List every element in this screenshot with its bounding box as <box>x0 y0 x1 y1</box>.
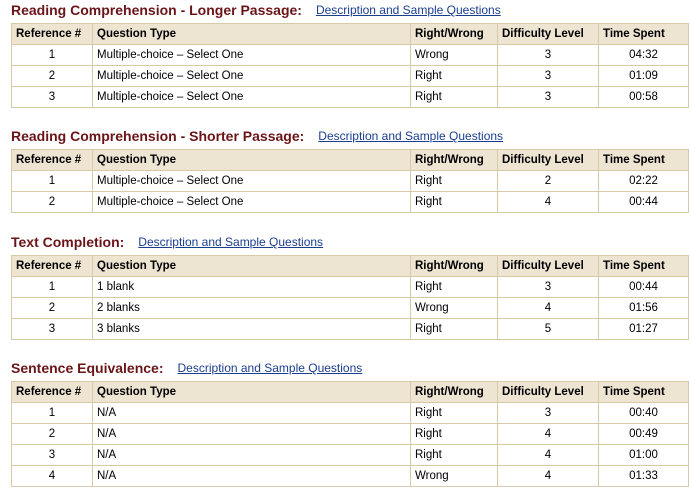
cell-question-type: Multiple-choice – Select One <box>93 192 411 213</box>
table-header-row <box>12 382 689 403</box>
column-header-difficulty: Difficulty Level <box>498 382 599 403</box>
column-header-difficulty: Difficulty Level <box>498 24 599 45</box>
column-header-time-spent: Time Spent <box>599 24 689 45</box>
cell-time-spent: 04:32 <box>599 45 689 66</box>
table-row <box>12 277 689 298</box>
section-header <box>11 0 688 20</box>
cell-reference: 3 <box>12 87 93 108</box>
section-title: Sentence Equivalence: <box>11 360 164 376</box>
section-reading-shorter <box>11 126 688 213</box>
table-row <box>12 298 689 319</box>
cell-right-wrong: Right <box>411 66 498 87</box>
table-row <box>12 66 689 87</box>
cell-time-spent: 00:44 <box>599 192 689 213</box>
cell-right-wrong: Right <box>411 403 498 424</box>
cell-right-wrong: Wrong <box>411 298 498 319</box>
column-header-time-spent: Time Spent <box>599 256 689 277</box>
cell-difficulty: 4 <box>498 298 599 319</box>
table-row <box>12 319 689 340</box>
cell-difficulty: 3 <box>498 403 599 424</box>
cell-difficulty: 3 <box>498 87 599 108</box>
column-header-time-spent: Time Spent <box>599 382 689 403</box>
cell-time-spent: 01:56 <box>599 298 689 319</box>
cell-right-wrong: Right <box>411 87 498 108</box>
cell-right-wrong: Right <box>411 277 498 298</box>
results-table <box>11 255 689 340</box>
table-row <box>12 424 689 445</box>
table-header-row <box>12 150 689 171</box>
cell-time-spent: 01:27 <box>599 319 689 340</box>
table-header-row <box>12 24 689 45</box>
column-header-question-type: Question Type <box>93 256 411 277</box>
description-sample-questions-link[interactable]: Description and Sample Questions <box>138 235 324 249</box>
table-row <box>12 45 689 66</box>
cell-time-spent: 01:33 <box>599 466 689 487</box>
cell-question-type: N/A <box>93 466 411 487</box>
cell-difficulty: 5 <box>498 319 599 340</box>
cell-question-type: Multiple-choice – Select One <box>93 171 411 192</box>
column-header-difficulty: Difficulty Level <box>498 256 599 277</box>
cell-reference: 2 <box>12 66 93 87</box>
cell-right-wrong: Right <box>411 192 498 213</box>
section-text-completion <box>11 232 688 340</box>
cell-time-spent: 00:44 <box>599 277 689 298</box>
table-row <box>12 171 689 192</box>
cell-right-wrong: Wrong <box>411 45 498 66</box>
description-sample-questions-link[interactable]: Description and Sample Questions <box>177 361 363 375</box>
cell-difficulty: 4 <box>498 466 599 487</box>
table-row <box>12 466 689 487</box>
cell-right-wrong: Right <box>411 319 498 340</box>
cell-question-type: N/A <box>93 424 411 445</box>
cell-right-wrong: Right <box>411 424 498 445</box>
column-header-right-wrong: Right/Wrong <box>411 382 498 403</box>
cell-right-wrong: Right <box>411 171 498 192</box>
column-header-right-wrong: Right/Wrong <box>411 256 498 277</box>
column-header-right-wrong: Right/Wrong <box>411 150 498 171</box>
cell-difficulty: 3 <box>498 277 599 298</box>
cell-reference: 1 <box>12 45 93 66</box>
section-reading-longer <box>11 0 688 108</box>
column-header-difficulty: Difficulty Level <box>498 150 599 171</box>
cell-time-spent: 02:22 <box>599 171 689 192</box>
cell-question-type: N/A <box>93 403 411 424</box>
column-header-reference: Reference # <box>12 256 93 277</box>
cell-reference: 2 <box>12 192 93 213</box>
description-sample-questions-link[interactable]: Description and Sample Questions <box>318 129 504 143</box>
section-sentence-equivalence <box>11 358 688 487</box>
cell-question-type: 3 blanks <box>93 319 411 340</box>
results-table <box>11 23 689 108</box>
cell-question-type: N/A <box>93 445 411 466</box>
cell-time-spent: 01:00 <box>599 445 689 466</box>
cell-time-spent: 00:40 <box>599 403 689 424</box>
table-row <box>12 192 689 213</box>
column-header-reference: Reference # <box>12 382 93 403</box>
cell-right-wrong: Right <box>411 445 498 466</box>
column-header-reference: Reference # <box>12 150 93 171</box>
cell-time-spent: 01:09 <box>599 66 689 87</box>
cell-time-spent: 00:58 <box>599 87 689 108</box>
column-header-question-type: Question Type <box>93 150 411 171</box>
column-header-question-type: Question Type <box>93 382 411 403</box>
section-title: Reading Comprehension - Longer Passage: <box>11 2 302 18</box>
table-row <box>12 403 689 424</box>
cell-question-type: Multiple-choice – Select One <box>93 45 411 66</box>
cell-reference: 1 <box>12 277 93 298</box>
section-header <box>11 126 688 146</box>
section-title: Text Completion: <box>11 234 125 250</box>
column-header-time-spent: Time Spent <box>599 150 689 171</box>
cell-question-type: Multiple-choice – Select One <box>93 87 411 108</box>
table-row <box>12 87 689 108</box>
cell-difficulty: 4 <box>498 192 599 213</box>
cell-time-spent: 00:49 <box>599 424 689 445</box>
cell-question-type: 1 blank <box>93 277 411 298</box>
column-header-reference: Reference # <box>12 24 93 45</box>
column-header-right-wrong: Right/Wrong <box>411 24 498 45</box>
results-table <box>11 381 689 487</box>
cell-reference: 1 <box>12 403 93 424</box>
column-header-question-type: Question Type <box>93 24 411 45</box>
cell-reference: 1 <box>12 171 93 192</box>
cell-reference: 3 <box>12 319 93 340</box>
cell-reference: 2 <box>12 424 93 445</box>
section-header <box>11 232 688 252</box>
cell-difficulty: 4 <box>498 424 599 445</box>
cell-reference: 3 <box>12 445 93 466</box>
cell-difficulty: 3 <box>498 45 599 66</box>
cell-difficulty: 4 <box>498 445 599 466</box>
cell-difficulty: 2 <box>498 171 599 192</box>
cell-reference: 4 <box>12 466 93 487</box>
cell-question-type: 2 blanks <box>93 298 411 319</box>
cell-difficulty: 3 <box>498 66 599 87</box>
description-sample-questions-link[interactable]: Description and Sample Questions <box>315 3 501 17</box>
cell-right-wrong: Wrong <box>411 466 498 487</box>
section-title: Reading Comprehension - Shorter Passage: <box>11 128 305 144</box>
table-header-row <box>12 256 689 277</box>
results-table <box>11 149 689 213</box>
cell-question-type: Multiple-choice – Select One <box>93 66 411 87</box>
cell-reference: 2 <box>12 298 93 319</box>
table-row <box>12 445 689 466</box>
section-header <box>11 358 688 378</box>
